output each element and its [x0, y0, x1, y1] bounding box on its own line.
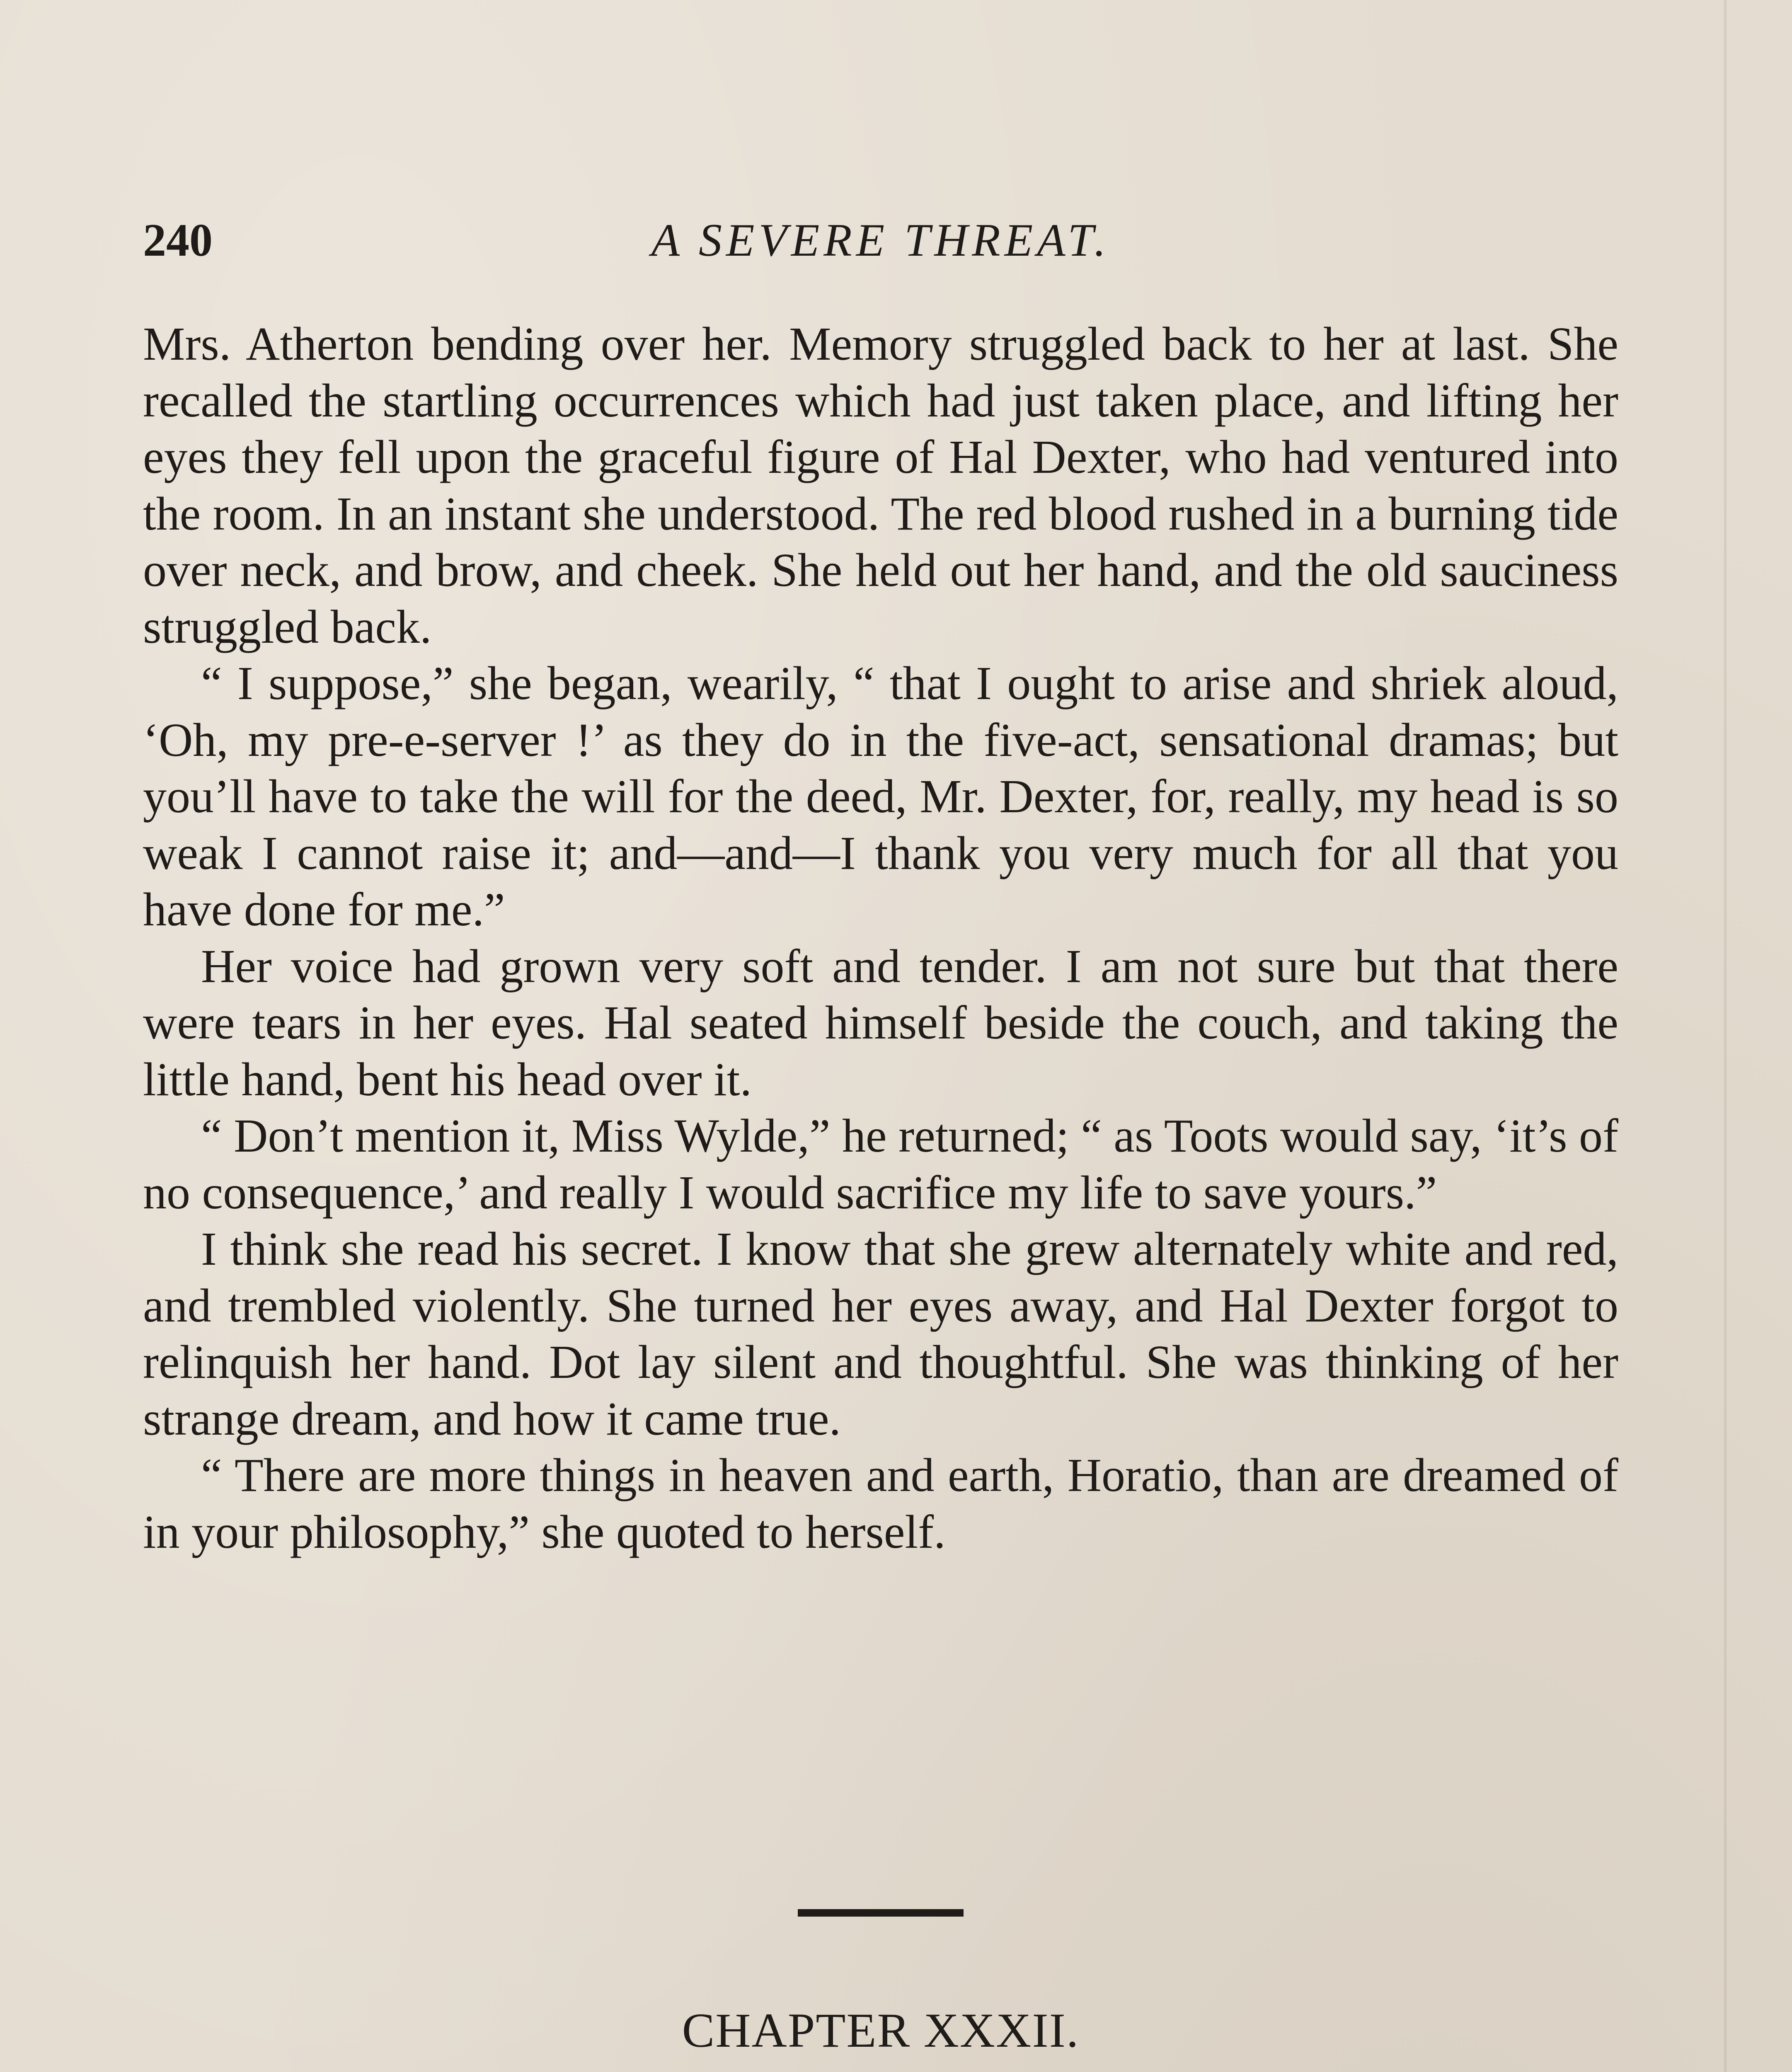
running-title: A SEVERE THREAT. [651, 215, 1110, 266]
page-edge-shadow [1724, 0, 1727, 2072]
paragraph: Mrs. Atherton bending over her. Memory struggled back to her at last. She recalled the startling occurrences which had just taken place, and lifting her eyes they fell upon the graceful figure of Hal Dexter, who had ventured into the room. In an instant she understood. The red blood rushed in a burning tide over neck, and brow, and cheek. She held out her hand, and the old sauciness struggled back. [143, 317, 1618, 653]
chapter-title: CHAPTER XXXII. [682, 2003, 1080, 2057]
running-head [143, 211, 1618, 269]
paragraph: “ There are more things in heaven and earth, Horatio, than are dreamed of in your philosophy,” she quoted to herself. [143, 1449, 1618, 1558]
page-number: 240 [143, 215, 213, 266]
section-divider-rule [798, 1909, 964, 1917]
text-block-top [143, 316, 1618, 1560]
paragraph: “ I suppose,” she began, wearily, “ that I ought to arise and shriek aloud, ‘Oh, my pre-e-server !’ as they do in the five-act, sensational dramas; but you’ll have to take the will for the deed, Mr. Dexter, for, really, my head is so weak I cannot raise it; and—and—I thank you very much for all that you have done for me.” [143, 657, 1618, 936]
paragraph: “ Don’t mention it, Miss Wylde,” he returned; “ as Toots would say, ‘it’s of no consequence,’ and really I would sacrifice my life to save yours.” [143, 1109, 1618, 1219]
paragraph: I think she read his secret. I know that she grew alternately white and red, and trembled violently. She turned her eyes away, and Hal Dexter forgot to relinquish her hand. Dot lay silent and thoughtful. She was thinking of her strange dream, and how it came true. [143, 1222, 1618, 1445]
paragraph: Her voice had grown very soft and tender. I am not sure but that there were tears in her eyes. Hal seated himself beside the couch, and taking the little hand, bent his head over it. [143, 939, 1618, 1106]
